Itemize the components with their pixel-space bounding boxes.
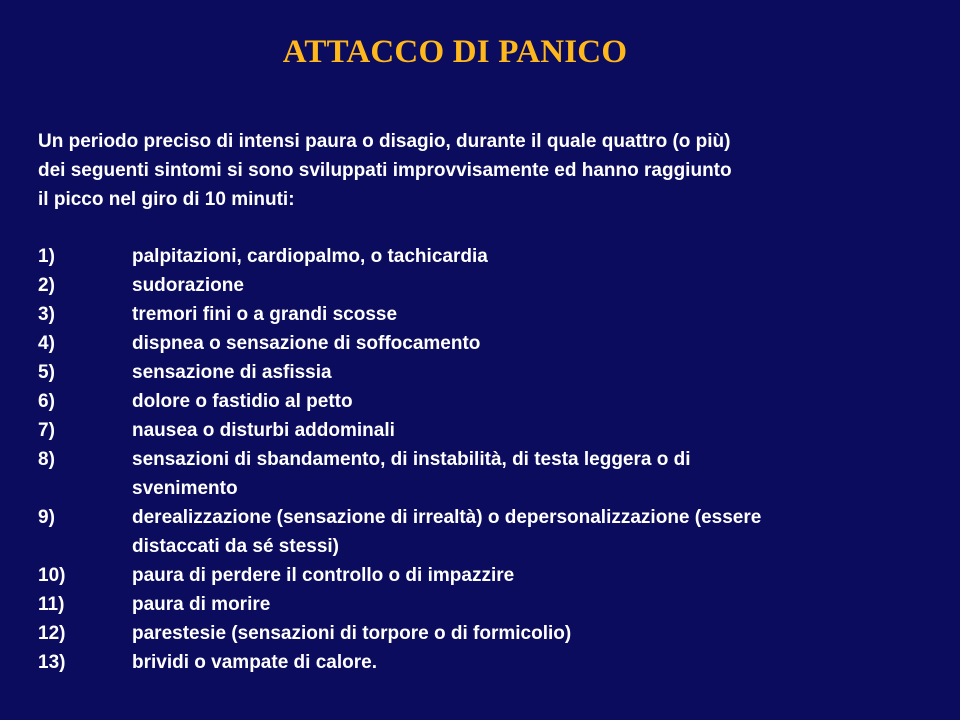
symptom-text-line: sensazioni di sbandamento, di instabilità, di testa leggera o di [132, 449, 691, 470]
symptom-text [132, 648, 938, 677]
symptom-text-line: nausea o disturbi addominali [132, 420, 395, 441]
symptom-number: 13) [38, 652, 66, 673]
symptom-text [132, 271, 938, 300]
symptom-text-line: tremori fini o a grandi scosse [132, 304, 398, 325]
symptom-number: 9) [38, 507, 55, 528]
symptom-text-line: parestesie (sensazioni di torpore o di formicolio) [132, 623, 572, 644]
symptom-item [38, 648, 938, 677]
symptom-text-line: derealizzazione (sensazione di irrealtà) o depersonalizzazione (essere [132, 507, 762, 528]
symptom-text [132, 329, 938, 358]
symptom-text [132, 242, 938, 271]
symptom-list [38, 242, 938, 677]
symptom-item [38, 242, 938, 271]
symptom-text-line: dolore o fastidio al petto [132, 391, 353, 412]
symptom-text [132, 387, 938, 416]
symptom-text-line: palpitazioni, cardiopalmo, o tachicardia [132, 246, 488, 267]
symptom-number: 7) [38, 420, 55, 441]
symptom-text [132, 416, 938, 445]
slide-title: ATTACCO DI PANICO [282, 34, 628, 70]
symptom-number: 8) [38, 449, 55, 470]
symptom-item [38, 590, 938, 619]
symptom-text-line: distaccati da sé stessi) [132, 536, 339, 557]
symptom-text [132, 445, 938, 503]
symptom-number: 11) [38, 594, 65, 615]
intro-line: dei seguenti sintomi si sono sviluppati improvvisamente ed hanno raggiunto [38, 160, 732, 181]
symptom-text-line: dispnea o sensazione di soffocamento [132, 333, 481, 354]
symptom-item [38, 358, 938, 387]
intro-line: il picco nel giro di 10 minuti: [38, 189, 295, 210]
symptom-item [38, 561, 938, 590]
symptom-text-line: sudorazione [132, 275, 244, 296]
symptom-text [132, 358, 938, 387]
symptom-text-line: sensazione di asfissia [132, 362, 332, 383]
symptom-number: 5) [38, 362, 55, 383]
symptom-text-line: brividi o vampate di calore. [132, 652, 377, 673]
symptom-item [38, 416, 938, 445]
symptom-number: 12) [38, 623, 66, 644]
symptom-number: 2) [38, 275, 55, 296]
symptom-text-line: paura di perdere il controllo o di impazzire [132, 565, 515, 586]
symptom-text [132, 503, 938, 561]
symptom-number: 10) [38, 565, 66, 586]
symptom-text-line: paura di morire [132, 594, 271, 615]
symptom-text [132, 619, 938, 648]
symptom-item [38, 619, 938, 648]
symptom-number: 6) [38, 391, 55, 412]
symptom-text [132, 590, 938, 619]
intro-line: Un periodo preciso di intensi paura o disagio, durante il quale quattro (o più) [38, 131, 731, 152]
symptom-item [38, 503, 938, 561]
symptom-item [38, 445, 938, 503]
symptom-number: 4) [38, 333, 55, 354]
symptom-number: 3) [38, 304, 55, 325]
symptom-item [38, 387, 938, 416]
symptom-text-line: svenimento [132, 478, 238, 499]
symptom-item [38, 271, 938, 300]
symptom-item [38, 300, 938, 329]
symptom-text [132, 300, 938, 329]
symptom-text [132, 561, 938, 590]
symptom-item [38, 329, 938, 358]
intro-paragraph [38, 127, 938, 214]
symptom-number: 1) [38, 246, 55, 267]
